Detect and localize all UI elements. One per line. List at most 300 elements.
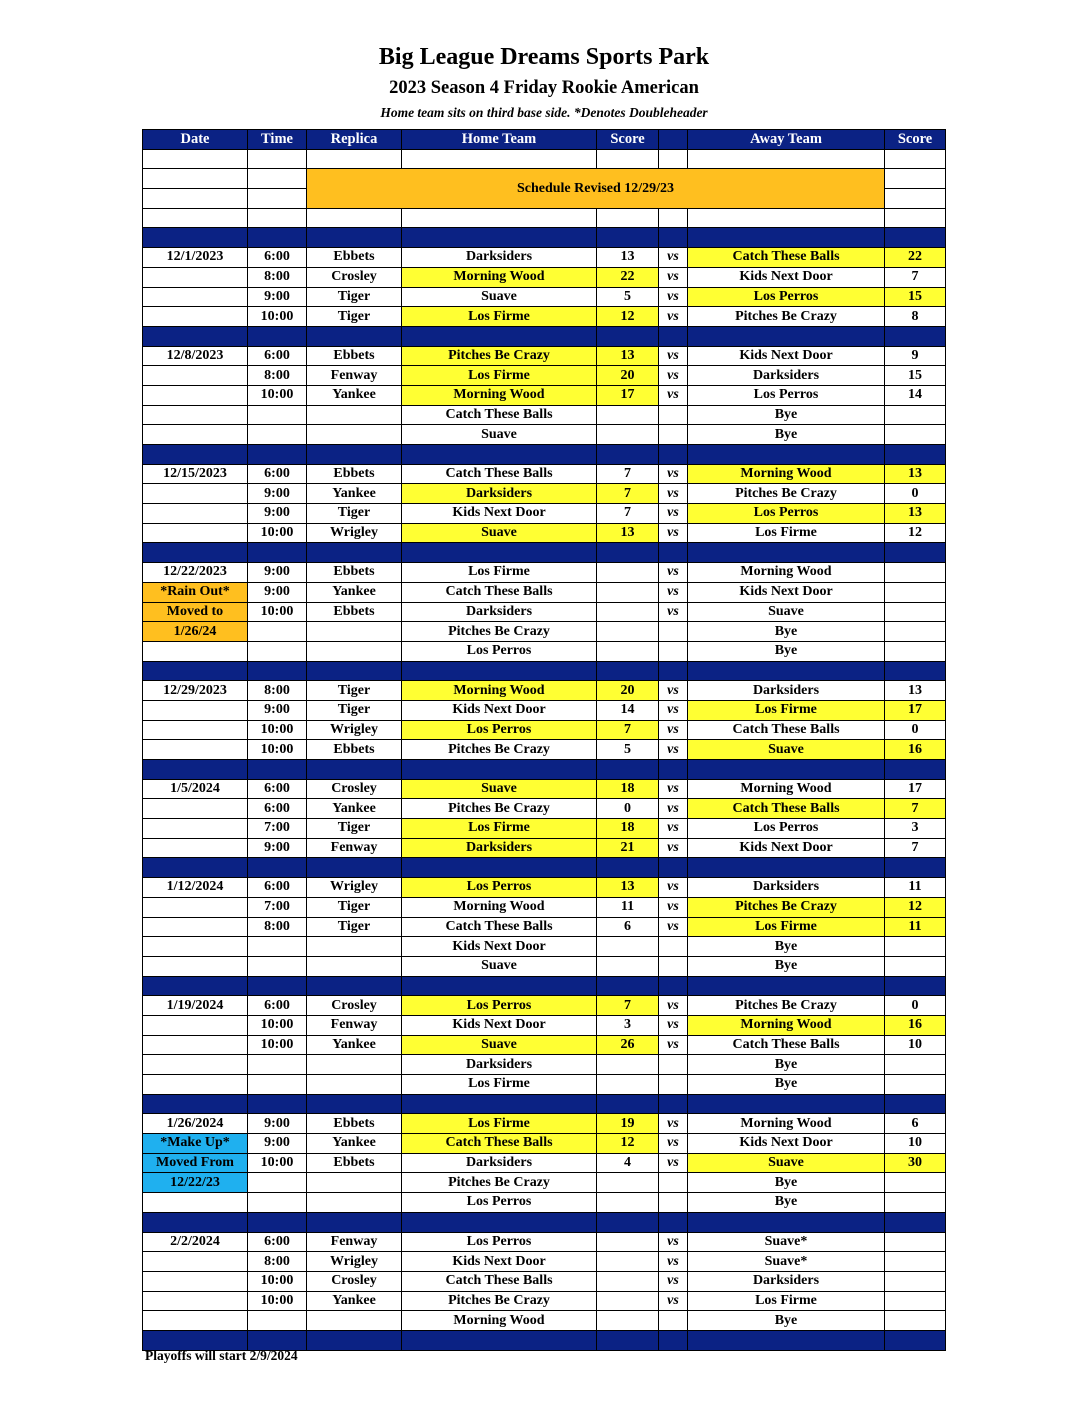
home-score-cell: 13 — [597, 878, 659, 898]
home-team-cell: Catch These Balls — [402, 917, 597, 937]
home-team-cell: Darksiders — [402, 1055, 597, 1075]
home-team-cell: Catch These Balls — [402, 1134, 597, 1154]
time-cell: 6:00 — [248, 464, 307, 484]
date-cell — [143, 504, 248, 524]
date-cell: 1/26/24 — [143, 622, 248, 642]
time-cell: 9:00 — [248, 563, 307, 583]
away-team-cell: Catch These Balls — [688, 248, 885, 268]
time-cell: 9:00 — [248, 700, 307, 720]
away-team-cell: Pitches Be Crazy — [688, 996, 885, 1016]
away-score-cell — [885, 622, 946, 642]
replica-cell: Wrigley — [307, 720, 402, 740]
replica-cell: Ebbets — [307, 346, 402, 366]
date-cell — [143, 1291, 248, 1311]
home-score-cell: 21 — [597, 838, 659, 858]
away-score-cell — [885, 1232, 946, 1252]
away-score-cell: 17 — [885, 700, 946, 720]
vs-cell: vs — [659, 897, 688, 917]
time-cell: 6:00 — [248, 878, 307, 898]
home-team-cell: Pitches Be Crazy — [402, 799, 597, 819]
game-row — [143, 582, 946, 602]
home-score-cell — [597, 622, 659, 642]
home-score-cell: 20 — [597, 366, 659, 386]
date-cell — [143, 405, 248, 425]
header-home-score: Score — [597, 130, 659, 150]
game-row — [143, 740, 946, 760]
home-score-cell — [597, 1291, 659, 1311]
date-cell: 2/2/2024 — [143, 1232, 248, 1252]
away-score-cell: 0 — [885, 720, 946, 740]
time-cell — [248, 1173, 307, 1193]
home-score-cell — [597, 1193, 659, 1213]
replica-cell: Crosley — [307, 1271, 402, 1291]
time-cell — [248, 641, 307, 661]
vs-cell — [659, 405, 688, 425]
time-cell: 9:00 — [248, 504, 307, 524]
away-score-cell — [885, 405, 946, 425]
date-cell: Moved From — [143, 1153, 248, 1173]
schedule-table — [142, 129, 946, 1351]
vs-cell — [659, 1055, 688, 1075]
date-cell: 1/12/2024 — [143, 878, 248, 898]
replica-cell: Tiger — [307, 307, 402, 327]
date-cell — [143, 641, 248, 661]
time-cell: 6:00 — [248, 248, 307, 268]
date-cell — [143, 1252, 248, 1272]
game-row — [143, 779, 946, 799]
home-team-cell: Catch These Balls — [402, 405, 597, 425]
header-date: Date — [143, 130, 248, 150]
date-cell — [143, 307, 248, 327]
date-cell — [143, 366, 248, 386]
away-team-cell: Kids Next Door — [688, 346, 885, 366]
time-cell: 10:00 — [248, 523, 307, 543]
game-row — [143, 602, 946, 622]
date-cell — [143, 956, 248, 976]
header-vs-spacer — [659, 130, 688, 150]
vs-cell: vs — [659, 720, 688, 740]
home-score-cell: 6 — [597, 917, 659, 937]
away-score-cell: 13 — [885, 681, 946, 701]
week-separator — [143, 1212, 946, 1232]
home-score-cell: 20 — [597, 681, 659, 701]
date-cell — [143, 700, 248, 720]
home-team-cell: Morning Wood — [402, 1311, 597, 1331]
replica-cell: Ebbets — [307, 602, 402, 622]
home-score-cell: 18 — [597, 779, 659, 799]
time-cell — [248, 1055, 307, 1075]
replica-cell: Ebbets — [307, 1153, 402, 1173]
away-score-cell: 0 — [885, 996, 946, 1016]
time-cell: 10:00 — [248, 720, 307, 740]
header-time: Time — [248, 130, 307, 150]
bye-row — [143, 956, 946, 976]
away-score-cell: 15 — [885, 287, 946, 307]
date-cell — [143, 484, 248, 504]
game-row — [143, 838, 946, 858]
game-row — [143, 287, 946, 307]
vs-cell: vs — [659, 346, 688, 366]
game-row — [143, 1252, 946, 1272]
game-row — [143, 307, 946, 327]
replica-cell: Yankee — [307, 799, 402, 819]
game-row — [143, 700, 946, 720]
game-row — [143, 819, 946, 839]
game-row — [143, 1035, 946, 1055]
vs-cell — [659, 1311, 688, 1331]
home-team-cell: Kids Next Door — [402, 1252, 597, 1272]
week-separator — [143, 858, 946, 878]
home-score-cell — [597, 582, 659, 602]
vs-cell: vs — [659, 248, 688, 268]
date-cell: *Rain Out* — [143, 582, 248, 602]
home-team-cell: Pitches Be Crazy — [402, 740, 597, 760]
date-cell — [143, 267, 248, 287]
replica-cell: Tiger — [307, 700, 402, 720]
vs-cell — [659, 1075, 688, 1095]
home-score-cell — [597, 956, 659, 976]
away-score-cell: 7 — [885, 267, 946, 287]
vs-cell — [659, 1193, 688, 1213]
date-cell: 1/19/2024 — [143, 996, 248, 1016]
vs-cell: vs — [659, 464, 688, 484]
vs-cell: vs — [659, 504, 688, 524]
bye-row — [143, 1311, 946, 1331]
date-cell: 12/15/2023 — [143, 464, 248, 484]
replica-cell: Tiger — [307, 917, 402, 937]
bye-row — [143, 405, 946, 425]
home-team-cell: Suave — [402, 779, 597, 799]
away-score-cell — [885, 641, 946, 661]
away-team-cell: Los Perros — [688, 504, 885, 524]
home-score-cell: 7 — [597, 464, 659, 484]
week-separator — [143, 1094, 946, 1114]
vs-cell: vs — [659, 838, 688, 858]
vs-cell: vs — [659, 267, 688, 287]
date-cell: 12/29/2023 — [143, 681, 248, 701]
home-team-cell: Morning Wood — [402, 681, 597, 701]
game-row — [143, 1015, 946, 1035]
replica-cell: Tiger — [307, 897, 402, 917]
vs-cell: vs — [659, 523, 688, 543]
date-cell — [143, 740, 248, 760]
away-score-cell: 0 — [885, 484, 946, 504]
vs-cell: vs — [659, 307, 688, 327]
home-score-cell — [597, 641, 659, 661]
bye-row — [143, 622, 946, 642]
home-score-cell — [597, 602, 659, 622]
home-score-cell: 13 — [597, 248, 659, 268]
away-score-cell — [885, 1055, 946, 1075]
game-row — [143, 1153, 946, 1173]
time-cell — [248, 622, 307, 642]
date-cell — [143, 1035, 248, 1055]
away-team-cell: Bye — [688, 425, 885, 445]
date-cell: Moved to — [143, 602, 248, 622]
home-score-cell: 26 — [597, 1035, 659, 1055]
away-team-cell: Kids Next Door — [688, 1134, 885, 1154]
date-cell — [143, 1193, 248, 1213]
home-team-cell: Los Firme — [402, 366, 597, 386]
vs-cell: vs — [659, 563, 688, 583]
date-cell: 12/1/2023 — [143, 248, 248, 268]
date-cell — [143, 523, 248, 543]
vs-cell: vs — [659, 1291, 688, 1311]
replica-cell — [307, 622, 402, 642]
vs-cell: vs — [659, 1153, 688, 1173]
vs-cell: vs — [659, 996, 688, 1016]
home-score-cell — [597, 1271, 659, 1291]
home-score-cell — [597, 1055, 659, 1075]
vs-cell: vs — [659, 287, 688, 307]
away-team-cell: Morning Wood — [688, 1015, 885, 1035]
blank-row — [143, 208, 946, 228]
away-team-cell: Catch These Balls — [688, 799, 885, 819]
home-team-cell: Los Perros — [402, 1193, 597, 1213]
game-row — [143, 366, 946, 386]
away-team-cell: Bye — [688, 622, 885, 642]
date-cell — [143, 897, 248, 917]
time-cell: 9:00 — [248, 1114, 307, 1134]
time-cell: 7:00 — [248, 897, 307, 917]
vs-cell — [659, 622, 688, 642]
time-cell: 10:00 — [248, 385, 307, 405]
away-score-cell: 30 — [885, 1153, 946, 1173]
away-score-cell: 16 — [885, 740, 946, 760]
replica-cell: Yankee — [307, 1035, 402, 1055]
time-cell: 8:00 — [248, 366, 307, 386]
vs-cell: vs — [659, 1015, 688, 1035]
vs-cell: vs — [659, 582, 688, 602]
home-team-cell: Morning Wood — [402, 897, 597, 917]
time-cell — [248, 405, 307, 425]
replica-cell — [307, 405, 402, 425]
home-score-cell: 12 — [597, 307, 659, 327]
season-subtitle: 2023 Season 4 Friday Rookie American — [389, 78, 699, 98]
game-row — [143, 523, 946, 543]
away-team-cell: Morning Wood — [688, 1114, 885, 1134]
time-cell — [248, 956, 307, 976]
away-team-cell: Pitches Be Crazy — [688, 307, 885, 327]
vs-cell: vs — [659, 1134, 688, 1154]
replica-cell — [307, 937, 402, 957]
home-score-cell: 18 — [597, 819, 659, 839]
away-team-cell: Darksiders — [688, 366, 885, 386]
home-team-cell: Catch These Balls — [402, 1271, 597, 1291]
away-score-cell — [885, 956, 946, 976]
time-cell: 8:00 — [248, 267, 307, 287]
home-score-cell — [597, 1075, 659, 1095]
date-cell — [143, 1075, 248, 1095]
time-cell: 6:00 — [248, 799, 307, 819]
away-score-cell — [885, 563, 946, 583]
date-cell — [143, 385, 248, 405]
date-cell — [143, 799, 248, 819]
vs-cell — [659, 425, 688, 445]
away-team-cell: Los Perros — [688, 385, 885, 405]
away-team-cell: Bye — [688, 956, 885, 976]
game-row — [143, 996, 946, 1016]
away-score-cell: 22 — [885, 248, 946, 268]
vs-cell: vs — [659, 740, 688, 760]
home-score-cell: 3 — [597, 1015, 659, 1035]
away-team-cell: Darksiders — [688, 681, 885, 701]
game-row — [143, 1232, 946, 1252]
replica-cell — [307, 1193, 402, 1213]
home-team-cell: Los Firme — [402, 307, 597, 327]
vs-cell: vs — [659, 917, 688, 937]
week-separator — [143, 760, 946, 780]
home-score-cell — [597, 1311, 659, 1331]
home-team-cell: Los Firme — [402, 819, 597, 839]
replica-cell — [307, 1173, 402, 1193]
away-team-cell: Suave — [688, 740, 885, 760]
away-team-cell: Bye — [688, 641, 885, 661]
home-score-cell: 7 — [597, 504, 659, 524]
header-row — [143, 130, 946, 150]
home-score-cell: 13 — [597, 523, 659, 543]
time-cell: 6:00 — [248, 346, 307, 366]
away-team-cell: Pitches Be Crazy — [688, 897, 885, 917]
home-team-cell: Catch These Balls — [402, 464, 597, 484]
blank-row — [143, 149, 946, 169]
game-row — [143, 1134, 946, 1154]
date-cell — [143, 287, 248, 307]
week-separator — [143, 228, 946, 248]
away-team-cell: Morning Wood — [688, 779, 885, 799]
header-away-team: Away Team — [688, 130, 885, 150]
home-team-cell: Kids Next Door — [402, 1015, 597, 1035]
home-team-cell: Darksiders — [402, 484, 597, 504]
home-score-cell: 0 — [597, 799, 659, 819]
vs-cell: vs — [659, 681, 688, 701]
replica-cell: Tiger — [307, 504, 402, 524]
away-team-cell: Bye — [688, 1075, 885, 1095]
date-cell — [143, 1015, 248, 1035]
away-score-cell: 11 — [885, 878, 946, 898]
replica-cell: Yankee — [307, 484, 402, 504]
home-team-cell: Suave — [402, 287, 597, 307]
away-team-cell: Darksiders — [688, 878, 885, 898]
away-score-cell: 12 — [885, 523, 946, 543]
away-team-cell: Kids Next Door — [688, 838, 885, 858]
time-cell: 10:00 — [248, 1035, 307, 1055]
vs-cell: vs — [659, 1035, 688, 1055]
away-team-cell: Suave — [688, 602, 885, 622]
replica-cell: Ebbets — [307, 563, 402, 583]
home-team-cell: Kids Next Door — [402, 504, 597, 524]
header-replica: Replica — [307, 130, 402, 150]
away-score-cell — [885, 1075, 946, 1095]
home-team-cell: Los Perros — [402, 720, 597, 740]
date-cell: *Make Up* — [143, 1134, 248, 1154]
home-score-cell — [597, 1173, 659, 1193]
bye-row — [143, 1055, 946, 1075]
away-team-cell: Los Perros — [688, 819, 885, 839]
replica-cell: Fenway — [307, 366, 402, 386]
home-team-cell: Catch These Balls — [402, 582, 597, 602]
game-row — [143, 248, 946, 268]
away-team-cell: Suave* — [688, 1232, 885, 1252]
time-cell: 9:00 — [248, 484, 307, 504]
date-cell — [143, 1311, 248, 1331]
time-cell: 8:00 — [248, 681, 307, 701]
away-score-cell: 7 — [885, 838, 946, 858]
time-cell: 9:00 — [248, 287, 307, 307]
vs-cell — [659, 641, 688, 661]
home-score-cell: 5 — [597, 287, 659, 307]
replica-cell: Ebbets — [307, 1114, 402, 1134]
game-row — [143, 1291, 946, 1311]
replica-cell — [307, 425, 402, 445]
replica-cell — [307, 956, 402, 976]
home-score-cell: 12 — [597, 1134, 659, 1154]
week-separator — [143, 661, 946, 681]
date-cell — [143, 917, 248, 937]
replica-cell: Ebbets — [307, 464, 402, 484]
replica-cell: Yankee — [307, 1291, 402, 1311]
date-cell: 12/22/23 — [143, 1173, 248, 1193]
home-team-cell: Morning Wood — [402, 385, 597, 405]
home-team-cell: Los Perros — [402, 641, 597, 661]
game-row — [143, 917, 946, 937]
date-cell: 1/5/2024 — [143, 779, 248, 799]
away-team-cell: Darksiders — [688, 1271, 885, 1291]
game-row — [143, 484, 946, 504]
bye-row — [143, 1173, 946, 1193]
away-score-cell — [885, 1252, 946, 1272]
home-team-cell: Kids Next Door — [402, 700, 597, 720]
home-team-cell: Darksiders — [402, 1153, 597, 1173]
away-score-cell: 12 — [885, 897, 946, 917]
schedule-revised-banner: Schedule Revised 12/29/23 — [307, 169, 885, 208]
away-score-cell: 10 — [885, 1035, 946, 1055]
date-cell — [143, 1055, 248, 1075]
away-team-cell: Bye — [688, 1311, 885, 1331]
time-cell — [248, 937, 307, 957]
vs-cell: vs — [659, 819, 688, 839]
replica-cell: Ebbets — [307, 740, 402, 760]
date-cell — [143, 937, 248, 957]
replica-cell: Ebbets — [307, 248, 402, 268]
date-cell: 1/26/2024 — [143, 1114, 248, 1134]
date-cell — [143, 425, 248, 445]
game-row — [143, 464, 946, 484]
game-row — [143, 878, 946, 898]
home-score-cell — [597, 1232, 659, 1252]
replica-cell: Tiger — [307, 819, 402, 839]
away-score-cell: 10 — [885, 1134, 946, 1154]
home-team-cell: Suave — [402, 956, 597, 976]
home-team-cell: Los Firme — [402, 1114, 597, 1134]
away-score-cell — [885, 937, 946, 957]
replica-cell: Wrigley — [307, 523, 402, 543]
home-score-cell — [597, 563, 659, 583]
game-row — [143, 897, 946, 917]
away-team-cell: Catch These Balls — [688, 720, 885, 740]
away-team-cell: Pitches Be Crazy — [688, 484, 885, 504]
replica-cell — [307, 641, 402, 661]
bye-row — [143, 1193, 946, 1213]
away-team-cell: Bye — [688, 405, 885, 425]
vs-cell: vs — [659, 878, 688, 898]
game-row — [143, 1271, 946, 1291]
vs-cell: vs — [659, 700, 688, 720]
home-team-cell: Darksiders — [402, 838, 597, 858]
away-team-cell: Bye — [688, 937, 885, 957]
date-cell — [143, 720, 248, 740]
time-cell: 10:00 — [248, 740, 307, 760]
